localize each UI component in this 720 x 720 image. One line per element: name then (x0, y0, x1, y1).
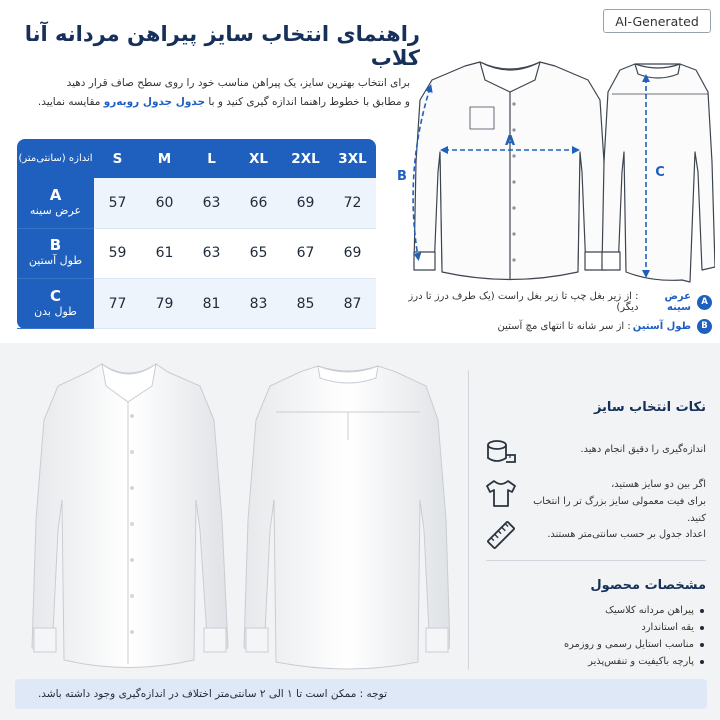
spec-item: مناسب استایل رسمی و روزمره (478, 636, 706, 653)
label-c: C (655, 165, 665, 180)
intro-line-1: برای انتخاب بهترین سایز، یک پیراهن مناسب خود را روی سطح صاف قرار دهید (66, 77, 410, 89)
size-header: 2XL (282, 139, 329, 178)
row-code: A (49, 185, 62, 204)
table-cell: 63 (188, 228, 235, 278)
row-header-chest (17, 178, 94, 228)
size-header: XL (235, 139, 282, 178)
tips-divider (486, 560, 706, 561)
legend-item-a (400, 292, 712, 312)
ruler-icon (484, 518, 518, 552)
tip-item-size (478, 476, 706, 524)
tip-item-measure (478, 436, 706, 476)
tip-text: اعداد جدول بر حسب سانتی‌متر هستند. (547, 529, 706, 540)
tip-item-units (478, 518, 706, 558)
legend-item-b (400, 316, 712, 336)
legend-term: طول آستین (632, 320, 691, 332)
table-cell: 61 (141, 228, 188, 278)
measuring-tape-icon (484, 436, 518, 470)
size-header: L (188, 139, 235, 178)
table-cell: 85 (282, 279, 329, 329)
legend-description: : از زیر بغل چپ تا زیر بغل راست (یک طرف درز تا درز دیگر) (408, 291, 639, 313)
front-shirt-drawing (414, 62, 606, 280)
size-header: M (141, 139, 188, 178)
intro-line-2-end: مقایسه نمایید. (37, 96, 104, 108)
intro-line-2-start: و مطابق با خطوط راهنما اندازه گیری کنید و با (205, 96, 410, 108)
shirt-product-photos (18, 350, 450, 672)
intro-line-2 (20, 93, 410, 112)
tshirt-icon (484, 476, 518, 510)
legend-badge: A (697, 295, 712, 310)
table-cell: 57 (94, 178, 141, 228)
row-label: عرض سینه (29, 203, 82, 217)
table-cell: 81 (188, 279, 235, 329)
spec-item: پارچه باکیفیت و تنفس‌پذیر (478, 653, 706, 670)
table-cell: 69 (282, 178, 329, 228)
row-header-sleeve (17, 228, 94, 278)
legend-term: عرض سینه (664, 291, 691, 313)
size-header: 3XL (329, 139, 376, 178)
table-cell: 60 (141, 178, 188, 228)
size-table (17, 139, 376, 329)
section-divider (468, 370, 469, 670)
tip-text: اندازه‌گیری را دقیق انجام دهید. (580, 444, 706, 455)
row-label: طول آستین (28, 254, 83, 268)
table-cell: 63 (188, 178, 235, 228)
shirt-measurement-diagram (390, 52, 715, 292)
table-cell: 69 (329, 228, 376, 278)
table-cell: 77 (94, 279, 141, 329)
row-header-length (17, 279, 94, 329)
table-row-length (17, 279, 376, 329)
size-table-header-row (17, 139, 376, 178)
tips-title: نکات انتخاب سایز (593, 400, 706, 415)
spec-item: یقه استاندارد (478, 619, 706, 636)
table-corner-label: اندازه (سانتی‌متر) (17, 139, 94, 178)
legend-description: : از سر شانه تا انتهای مچ آستین (497, 320, 631, 332)
tip-text-line: اگر بین دو سایز هستید، (611, 479, 706, 490)
legend-badge: B (697, 319, 712, 334)
table-cell: 87 (329, 279, 376, 329)
label-b: B (397, 169, 407, 184)
page-title: راهنمای انتخاب سایز پیراهن مردانه آنا کلاب (24, 22, 420, 70)
specs-list (478, 602, 706, 672)
table-cell: 83 (235, 279, 282, 329)
table-cell: 59 (94, 228, 141, 278)
specs-title: مشخصات محصول (590, 578, 706, 593)
table-row-chest (17, 178, 376, 228)
spec-item: پیراهن مردانه کلاسیک (478, 602, 706, 619)
table-cell: 66 (235, 178, 282, 228)
table-row-sleeve (17, 228, 376, 278)
front-shirt-photo (32, 364, 228, 668)
table-cell: 67 (282, 228, 329, 278)
label-a: A (504, 134, 516, 149)
row-label: طول بدن (34, 304, 77, 318)
table-cell: 79 (141, 279, 188, 329)
row-code: B (49, 236, 62, 255)
table-cell: 72 (329, 178, 376, 228)
measurement-note: توجه : ممکن است تا ۱ الی ۲ سانتی‌متر اختلاف در اندازه‌گیری وجود داشته باشد. (15, 679, 707, 709)
intro-table-link: جدول جدول روبه‌رو (103, 96, 206, 108)
tip-text-line: برای فیت معمولی سایز بزرگ تر را انتخاب کنید. (533, 496, 706, 524)
size-header: S (94, 139, 141, 178)
table-cell: 65 (235, 228, 282, 278)
intro-text (20, 74, 410, 124)
back-shirt-photo (244, 366, 450, 669)
ai-generated-badge: AI-Generated (603, 9, 711, 33)
row-code: C (49, 286, 61, 305)
